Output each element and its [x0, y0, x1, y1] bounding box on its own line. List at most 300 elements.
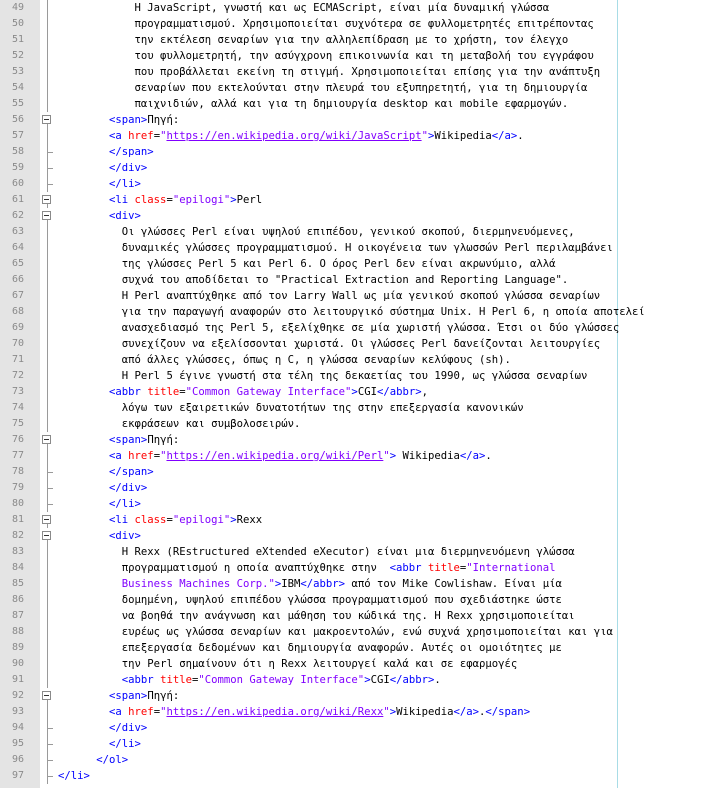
line-number: 81 [11, 514, 24, 525]
line-number: 77 [11, 450, 24, 461]
fold-end-marker [42, 176, 54, 192]
code-line[interactable] [0, 464, 714, 480]
line-number: 89 [11, 642, 24, 653]
tag-token: <span> [109, 114, 148, 126]
code-line[interactable] [0, 576, 714, 592]
line-number: 57 [11, 130, 24, 141]
text-token: Η Rexx (REstructured eXtended eXecutor) είναι μια διερμηνευόμενη γλώσσα [121, 546, 575, 558]
tag-token: </span> [485, 706, 531, 718]
fold-guide-line [42, 416, 54, 432]
line-number: 49 [11, 2, 24, 13]
code-line[interactable] [0, 288, 714, 304]
code-text[interactable] [122, 656, 517, 672]
code-text[interactable] [109, 176, 141, 192]
code-text[interactable] [122, 560, 556, 576]
equals-token: = [191, 674, 199, 686]
code-text[interactable] [109, 704, 530, 720]
line-number: 73 [11, 386, 24, 397]
tag-token: </abbr> [300, 578, 346, 590]
tag-token: </li> [58, 770, 90, 782]
code-text[interactable] [122, 320, 619, 336]
code-line[interactable] [0, 160, 714, 176]
text-token: δυναμικές γλώσσες προγραμματισμού. Η οικογένεια των γλωσσών Perl περιλαμβάνει [121, 242, 613, 254]
equals-token: = [179, 386, 186, 398]
code-text[interactable] [109, 512, 262, 528]
code-line[interactable] [0, 32, 714, 48]
tag-token: </a> [491, 130, 518, 142]
code-line[interactable] [0, 192, 714, 208]
code-text[interactable] [122, 400, 524, 416]
line-number: 55 [11, 98, 24, 109]
fold-guide-line [42, 48, 54, 64]
code-text[interactable] [135, 64, 601, 80]
fold-guide-line [42, 448, 54, 464]
fold-guide-line [42, 672, 54, 688]
value-token: " [421, 130, 428, 142]
text-token: προγραμματισμού η οποία αναπτύχθηκε στην [121, 562, 390, 574]
line-number: 71 [11, 354, 24, 365]
code-text[interactable] [109, 384, 428, 400]
tag-token: </li> [109, 178, 141, 190]
text-token: προγραμματισμού. Χρησιμοποιείται συχνότερα σε φυλλομετρητές επιτρέποντας [134, 18, 594, 30]
code-line[interactable] [0, 752, 714, 768]
code-text[interactable] [122, 544, 575, 560]
code-line[interactable] [0, 704, 714, 720]
code-text[interactable] [122, 608, 575, 624]
fold-guide-line [42, 400, 54, 416]
text-token: από τον Mike Cowlishaw. Είναι μία [345, 578, 562, 590]
code-text[interactable] [109, 112, 179, 128]
tag-token: </li> [109, 738, 141, 750]
tag-token: </ol> [96, 754, 129, 766]
tag-token: > [230, 514, 237, 526]
text-token: ανασχεδιασμό της Perl 5, εξελίχθηκε σε μία χωριστή γλώσσα. Έτσι οι δύο γλώσσες [121, 322, 620, 334]
code-text[interactable] [109, 496, 141, 512]
line-number: 91 [11, 674, 24, 685]
text-token: . [517, 130, 524, 142]
attribute-token: href [128, 450, 154, 462]
code-text[interactable] [122, 624, 613, 640]
url-link[interactable]: https://en.wikipedia.org/wiki/JavaScript [166, 130, 422, 142]
line-number: 76 [11, 434, 24, 445]
line-number: 90 [11, 658, 24, 669]
text-token: την εκτέλεση σεναρίων για την αλληλεπίδραση με το χρήστη, τον έλεγχο [134, 34, 569, 46]
tag-token: > [364, 674, 371, 686]
tag-token: </div> [109, 722, 148, 734]
text-token: να βοηθά την ανάγνωση και μάθηση του κώδικά της. Η Rexx χρησιμοποιείται [121, 610, 575, 622]
fold-toggle-icon[interactable] [42, 192, 54, 208]
code-line[interactable] [0, 16, 714, 32]
tag-token: <span> [109, 690, 148, 702]
tag-token: > [230, 194, 237, 206]
code-text[interactable] [122, 368, 588, 384]
code-text[interactable] [109, 432, 179, 448]
equals-token: = [153, 450, 161, 462]
text-token: της γλώσσες Perl 5 και Perl 6. Ο όρος Perl δεν είναι ακρωνύμιο, αλλά [121, 258, 556, 270]
code-text[interactable] [109, 160, 147, 176]
fold-guide-line [42, 352, 54, 368]
code-line[interactable] [0, 272, 714, 288]
tag-token: <a [109, 706, 129, 718]
fold-end-marker [42, 480, 54, 496]
code-line[interactable] [0, 672, 714, 688]
line-number: 58 [11, 146, 24, 157]
code-line[interactable] [0, 176, 714, 192]
code-text[interactable] [109, 192, 262, 208]
value-token: Business Machines Corp." [121, 578, 275, 590]
code-line[interactable] [0, 688, 714, 704]
equals-token: = [166, 194, 173, 206]
line-number: 94 [11, 722, 24, 733]
code-line[interactable] [0, 48, 714, 64]
line-number: 69 [11, 322, 24, 333]
equals-token: = [166, 514, 173, 526]
line-number: 65 [11, 258, 24, 269]
text-token: CGI [370, 674, 390, 686]
equals-token: = [153, 706, 161, 718]
line-number: 80 [11, 498, 24, 509]
fold-guide-line [42, 32, 54, 48]
tag-token: </abbr> [389, 674, 435, 686]
line-number: 64 [11, 242, 24, 253]
tag-token: > [427, 130, 435, 142]
fold-guide-line [42, 80, 54, 96]
tag-token: <abbr [109, 386, 148, 398]
equals-token: = [153, 130, 161, 142]
line-number: 92 [11, 690, 24, 701]
line-number: 93 [11, 706, 24, 717]
fold-guide-line [42, 256, 54, 272]
tag-token: > [351, 386, 358, 398]
code-text[interactable] [122, 336, 600, 352]
code-line[interactable] [0, 736, 714, 752]
fold-guide-line [42, 624, 54, 640]
tag-token: </a> [459, 450, 486, 462]
code-text[interactable] [122, 272, 568, 288]
code-line[interactable] [0, 304, 714, 320]
code-text[interactable] [109, 720, 147, 736]
line-number: 95 [11, 738, 24, 749]
line-number: 96 [11, 754, 24, 765]
line-number: 63 [11, 226, 24, 237]
value-token: "epilogi" [172, 194, 231, 206]
value-token: " [160, 450, 167, 462]
fold-guide-line [42, 272, 54, 288]
line-number: 66 [11, 274, 24, 285]
fold-guide-line [42, 96, 54, 112]
line-number: 59 [11, 162, 24, 173]
code-text[interactable] [109, 528, 141, 544]
code-text[interactable] [135, 96, 569, 112]
code-line[interactable] [0, 432, 714, 448]
code-text[interactable] [109, 208, 141, 224]
code-line[interactable] [0, 0, 714, 16]
code-text[interactable] [135, 0, 550, 16]
code-text[interactable] [122, 672, 441, 688]
code-line[interactable] [0, 144, 714, 160]
code-text[interactable] [122, 304, 645, 320]
attribute-token: href [128, 130, 154, 142]
code-line[interactable] [0, 208, 714, 224]
text-token: Πηγή: [147, 434, 180, 446]
text-token: παιχνιδιών, αλλά και για τη δημιουργία desktop και mobile εφαρμογών. [134, 98, 569, 110]
fold-guide-line [42, 368, 54, 384]
tag-token: </li> [109, 498, 141, 510]
equals-token: = [459, 562, 467, 574]
code-line[interactable] [0, 624, 714, 640]
code-line[interactable] [0, 256, 714, 272]
text-token: Wikipedia [396, 450, 460, 462]
code-line[interactable] [0, 128, 714, 144]
line-number: 50 [11, 18, 24, 29]
code-line[interactable] [0, 496, 714, 512]
text-token: Wikipedia [396, 706, 454, 718]
code-text[interactable] [109, 480, 147, 496]
text-token: . [479, 706, 486, 718]
code-line[interactable] [0, 64, 714, 80]
text-token: Rexx [236, 514, 263, 526]
url-link[interactable]: https://en.wikipedia.org/wiki/Perl [166, 450, 384, 462]
code-line[interactable] [0, 320, 714, 336]
fold-end-marker [42, 464, 54, 480]
text-token: Η Perl 5 έγινε γνωστή στα τέλη της δεκαετίας του 1990, ως γλώσσα σεναρίων [121, 370, 588, 382]
text-token: από άλλες γλώσσες, όπως η C, η γλώσσα σεναρίων κελύφους (sh). [121, 354, 511, 366]
code-line[interactable] [0, 656, 714, 672]
code-line[interactable] [0, 480, 714, 496]
code-text[interactable] [109, 128, 524, 144]
code-line[interactable] [0, 640, 714, 656]
code-line[interactable] [0, 384, 714, 400]
tag-token: </a> [453, 706, 480, 718]
code-line[interactable] [0, 416, 714, 432]
fold-guide-line [42, 16, 54, 32]
text-token: ευρέως ως γλώσσα σεναρίων και μακροεντολών, ενώ συχνά χρησιμοποιείται και για [121, 626, 613, 638]
line-number: 84 [11, 562, 24, 573]
text-token: Η Perl αναπτύχθηκε από τον Larry Wall ως μία γενικού σκοπού γλώσσα σεναρίων [121, 290, 601, 302]
line-number: 79 [11, 482, 24, 493]
fold-guide-line [42, 0, 54, 16]
line-number: 83 [11, 546, 24, 557]
value-token: " [383, 706, 390, 718]
attribute-token: class [134, 514, 167, 526]
fold-guide-line [42, 64, 54, 80]
fold-toggle-icon[interactable] [42, 528, 54, 544]
text-token: CGI [357, 386, 377, 398]
code-line[interactable] [0, 80, 714, 96]
code-line[interactable] [0, 544, 714, 560]
line-number: 70 [11, 338, 24, 349]
attribute-token: title [147, 386, 180, 398]
fold-guide-line [42, 320, 54, 336]
code-text[interactable] [109, 448, 492, 464]
code-text[interactable] [109, 736, 141, 752]
value-token: "Common Gateway Interface" [198, 674, 365, 686]
tag-token: <li [109, 194, 135, 206]
value-token: "International [466, 562, 556, 574]
code-text[interactable] [122, 240, 613, 256]
url-link[interactable]: https://en.wikipedia.org/wiki/Rexx [166, 706, 384, 718]
code-text[interactable] [58, 768, 90, 784]
fold-toggle-icon[interactable] [42, 112, 54, 128]
fold-guide-line [42, 640, 54, 656]
fold-end-marker [42, 768, 54, 784]
fold-toggle-icon[interactable] [42, 688, 54, 704]
code-line[interactable] [0, 96, 714, 112]
code-text[interactable] [122, 288, 600, 304]
line-number: 82 [11, 530, 24, 541]
fold-guide-line [42, 608, 54, 624]
line-number: 86 [11, 594, 24, 605]
line-number: 88 [11, 626, 24, 637]
code-text[interactable] [135, 32, 569, 48]
text-token: συνεχίζουν να εξελίσσονται χωριστά. Οι γλώσσες Perl δανείζονται λειτουργίες [121, 338, 601, 350]
fold-toggle-icon[interactable] [42, 208, 54, 224]
code-text[interactable] [122, 640, 562, 656]
attribute-token: title [427, 562, 460, 574]
text-token: IBM [281, 578, 301, 590]
code-text[interactable] [122, 352, 511, 368]
code-line[interactable] [0, 608, 714, 624]
line-number: 78 [11, 466, 24, 477]
text-token: Πηγή: [147, 690, 180, 702]
code-text[interactable] [96, 752, 128, 768]
tag-token: > [274, 578, 282, 590]
line-number: 85 [11, 578, 24, 589]
code-line[interactable] [0, 224, 714, 240]
code-line[interactable] [0, 768, 714, 784]
fold-toggle-icon[interactable] [42, 432, 54, 448]
code-text[interactable] [122, 256, 556, 272]
fold-guide-line [42, 224, 54, 240]
line-number: 54 [11, 82, 24, 93]
text-token: εκφράσεων και συμβολοσειρών. [121, 418, 301, 430]
value-token: "epilogi" [172, 514, 231, 526]
text-token: συχνά του αποδίδεται το "Practical Extraction and Reporting Language". [121, 274, 569, 286]
line-number: 67 [11, 290, 24, 301]
tag-token: <span> [109, 434, 148, 446]
fold-guide-line [42, 304, 54, 320]
tag-token: </div> [109, 482, 148, 494]
code-line[interactable] [0, 352, 714, 368]
code-line[interactable] [0, 560, 714, 576]
code-text[interactable] [109, 464, 154, 480]
text-token: . [485, 450, 492, 462]
code-line[interactable] [0, 592, 714, 608]
code-text[interactable] [122, 416, 301, 432]
text-token: Wikipedia [434, 130, 492, 142]
value-token: "Common Gateway Interface" [185, 386, 352, 398]
fold-guide-line [42, 592, 54, 608]
code-text[interactable] [135, 16, 594, 32]
code-line[interactable] [0, 448, 714, 464]
tag-token: <li [109, 514, 135, 526]
fold-end-marker [42, 160, 54, 176]
line-number: 72 [11, 370, 24, 381]
code-line[interactable] [0, 368, 714, 384]
line-number: 62 [11, 210, 24, 221]
value-token: " [160, 706, 167, 718]
tag-token: </span> [109, 466, 154, 478]
fold-guide-line [42, 656, 54, 672]
fold-guide-line [42, 704, 54, 720]
tag-token: <abbr [389, 562, 428, 574]
code-line[interactable] [0, 112, 714, 128]
text-token: . [434, 674, 441, 686]
code-line[interactable] [0, 336, 714, 352]
fold-guide-line [42, 544, 54, 560]
tag-token: <a [109, 130, 129, 142]
fold-end-marker [42, 752, 54, 768]
text-token: του φυλλομετρητή, την ασύγχρονη επικοινωνία και τη μεταβολή του εγγράφου [134, 50, 594, 62]
fold-end-marker [42, 736, 54, 752]
text-token: που προβάλλεται εκείνη τη στιγμή. Χρησιμοποιείται επίσης για την ανάπτυξη [134, 66, 601, 78]
tag-token: </span> [109, 146, 154, 158]
fold-end-marker [42, 144, 54, 160]
tag-token: <div> [109, 530, 141, 542]
text-token: για την παραγωγή αναφορών στο λειτουργικό σύστημα Unix. Η Perl 6, η οποία αποτελεί [121, 306, 645, 318]
code-text[interactable] [109, 144, 154, 160]
tag-token: </div> [109, 162, 148, 174]
line-number: 97 [11, 770, 24, 781]
line-number: 52 [11, 50, 24, 61]
value-token: " [383, 450, 390, 462]
line-number: 74 [11, 402, 24, 413]
fold-guide-line [42, 336, 54, 352]
code-text[interactable] [122, 576, 562, 592]
fold-guide-line [42, 576, 54, 592]
tag-token: > [389, 706, 397, 718]
text-token: Perl [236, 194, 263, 206]
code-line[interactable] [0, 528, 714, 544]
text-token: την Perl σημαίνουν ότι η Rexx λειτουργεί καλά και σε εφαρμογές [121, 658, 518, 670]
code-text[interactable] [135, 48, 594, 64]
line-number: 53 [11, 66, 24, 77]
line-number: 68 [11, 306, 24, 317]
fold-guide-line [42, 240, 54, 256]
code-text[interactable] [135, 80, 588, 96]
code-text[interactable] [109, 688, 179, 704]
text-token: Η JavaScript, γνωστή και ως ECMAScript, είναι μία δυναμική γλώσσα [134, 2, 550, 14]
tag-token: </abbr> [376, 386, 422, 398]
text-token: δομημένη, υψηλού επιπέδου γλώσσα προγραμματισμού που σχεδιάστηκε ώστε [121, 594, 562, 606]
fold-guide-line [42, 128, 54, 144]
attribute-token: title [160, 674, 192, 686]
code-line[interactable] [0, 400, 714, 416]
text-token: Οι γλώσσες Perl είναι υψηλού επιπέδου, γενικού σκοπού, διερμηνευόμενες, [121, 226, 575, 238]
fold-toggle-icon[interactable] [42, 512, 54, 528]
text-token: Πηγή: [147, 114, 180, 126]
line-number: 56 [11, 114, 24, 125]
attribute-token: class [134, 194, 167, 206]
text-token: λόγω των εξαιρετικών δυνατοτήτων της στην επεξεργασία κανονικών [121, 402, 524, 414]
code-line[interactable] [0, 512, 714, 528]
code-text[interactable] [122, 224, 575, 240]
code-line[interactable] [0, 240, 714, 256]
tag-token: <div> [109, 210, 141, 222]
line-number: 51 [11, 34, 24, 45]
line-number: 61 [11, 194, 24, 205]
code-line[interactable] [0, 720, 714, 736]
value-token: " [160, 130, 167, 142]
tag-token: <abbr [121, 674, 161, 686]
line-number: 75 [11, 418, 24, 429]
code-text[interactable] [122, 592, 562, 608]
fold-end-marker [42, 496, 54, 512]
tag-token: <a [109, 450, 129, 462]
text-token: , [421, 386, 428, 398]
fold-guide-line [42, 288, 54, 304]
tag-token: > [389, 450, 397, 462]
